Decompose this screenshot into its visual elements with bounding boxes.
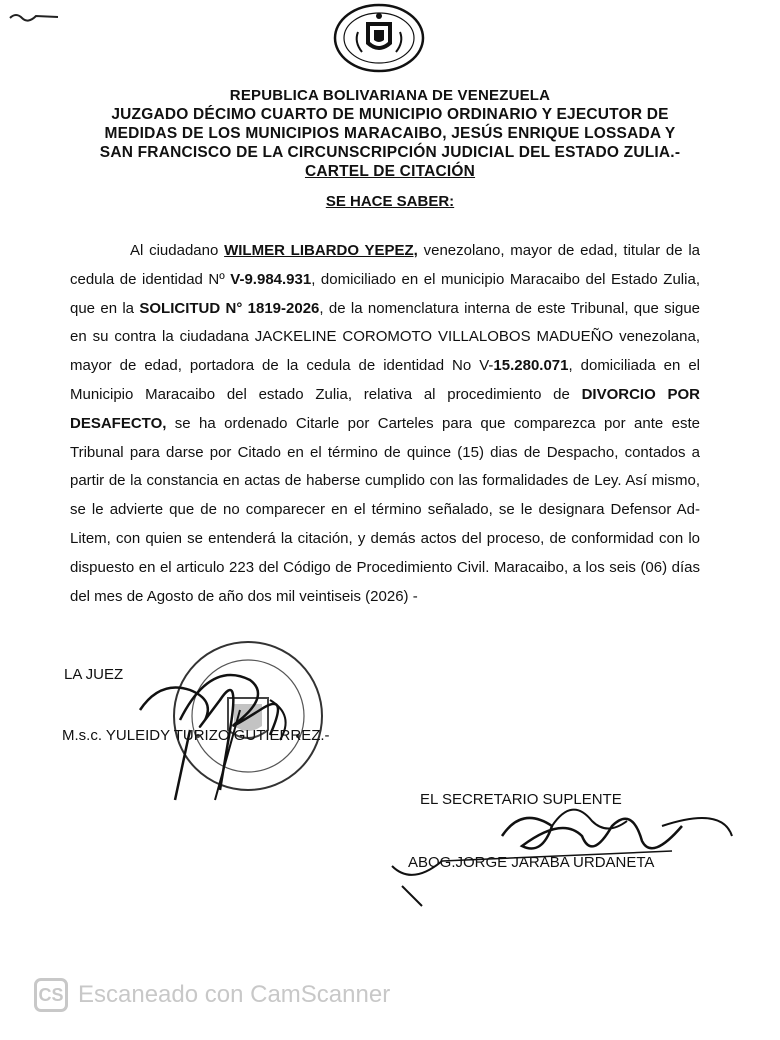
body-text-2: venezolano, mayor de edad, titular de la cedula de identidad Nº bbox=[70, 242, 700, 288]
cedula-2: 15.280.071 bbox=[493, 357, 569, 375]
procedure-type: DIVORCIO POR DESAFECTO, bbox=[70, 385, 700, 432]
header-republic: REPUBLICA BOLIVARIANA DE VENEZUELA bbox=[229, 87, 551, 104]
watermark-text: Escaneado con CamScanner bbox=[78, 981, 391, 1008]
secretary-label: EL SECRETARIO SUPLENTE bbox=[420, 791, 622, 808]
judge-label: LA JUEZ bbox=[64, 666, 124, 683]
notice-paragraph bbox=[70, 237, 700, 611]
body-text-3: , domiciliado en el municipio Maracaibo del Estado Zulia, que en la bbox=[70, 270, 700, 317]
cited-person-name: WILMER LIBARDO YEPEZ, bbox=[224, 242, 418, 259]
notice-body bbox=[70, 237, 700, 611]
header-court-line-3: SAN FRANCISCO DE LA CIRCUNSCRIPCIÓN JUDICIAL DEL ESTADO ZULIA.- bbox=[99, 144, 681, 161]
secretary-name: ABOG.JORGE JARABA URDANETA bbox=[408, 854, 655, 871]
body-text-6: se ha ordenado Citarle por Carteles para que comparezca por ante este Tribunal para darse por Citado en el término de quince (15) dias de Despacho, contados a partir de la constancia en actas de haberse cumplido con las formalidades de Ley. Así mismo, se le advierte que de no comparecer en el término señalado, se le designara Defensor Ad-Litem, con quien se entenderá la citación, y demás actos del proceso, de conformidad con lo dispuesto en el articulo 223 del Código de Procedimiento Civil. Maracaibo, a los seis (06) días del mes de Agosto de año dos mil veintiseis (2026) - bbox=[70, 414, 700, 605]
secretary-signature bbox=[382, 766, 742, 916]
document-header bbox=[40, 86, 740, 181]
judge-name: M.s.c. YULEIDY TURIZO GUTIERREZ.- bbox=[62, 727, 330, 744]
court-seal-emblem bbox=[332, 2, 426, 74]
camscanner-watermark bbox=[34, 978, 390, 1012]
body-text-5: , domiciliada en el Municipio Maracaibo del estado Zulia, relativa al procedimiento de bbox=[70, 357, 700, 403]
cedula-1: V-9.984.931 bbox=[230, 270, 312, 288]
header-court-line-1: JUZGADO DÉCIMO CUARTO DE MUNICIPIO ORDINARIO Y EJECUTOR DE bbox=[111, 106, 669, 123]
body-text-1: Al ciudadano bbox=[130, 242, 225, 259]
body-text-4: , de la nomenclatura interna de este Tribunal, que sigue en su contra la ciudadana JACKELINE COROMOTO VILLALOBOS MADUEÑO venezolana, mayor de edad, portadora de la cedula de identidad No bbox=[70, 299, 701, 375]
header-court-line-2: MEDIDAS DE LOS MUNICIPIOS MARACAIBO, JESÚS ENRIQUE LOSSADA Y bbox=[104, 125, 676, 142]
corner-scribble-mark bbox=[6, 6, 66, 26]
camscanner-logo-icon: CS bbox=[34, 978, 68, 1012]
cedula-2-prefix: V- bbox=[479, 357, 494, 375]
se-hace-saber-heading: SE HACE SABER: bbox=[325, 193, 455, 210]
judge-signature bbox=[120, 640, 320, 810]
solicitud-number: SOLICITUD N° 1819-2026 bbox=[139, 299, 320, 317]
cartel-title: CARTEL DE CITACIÓN bbox=[304, 163, 476, 180]
